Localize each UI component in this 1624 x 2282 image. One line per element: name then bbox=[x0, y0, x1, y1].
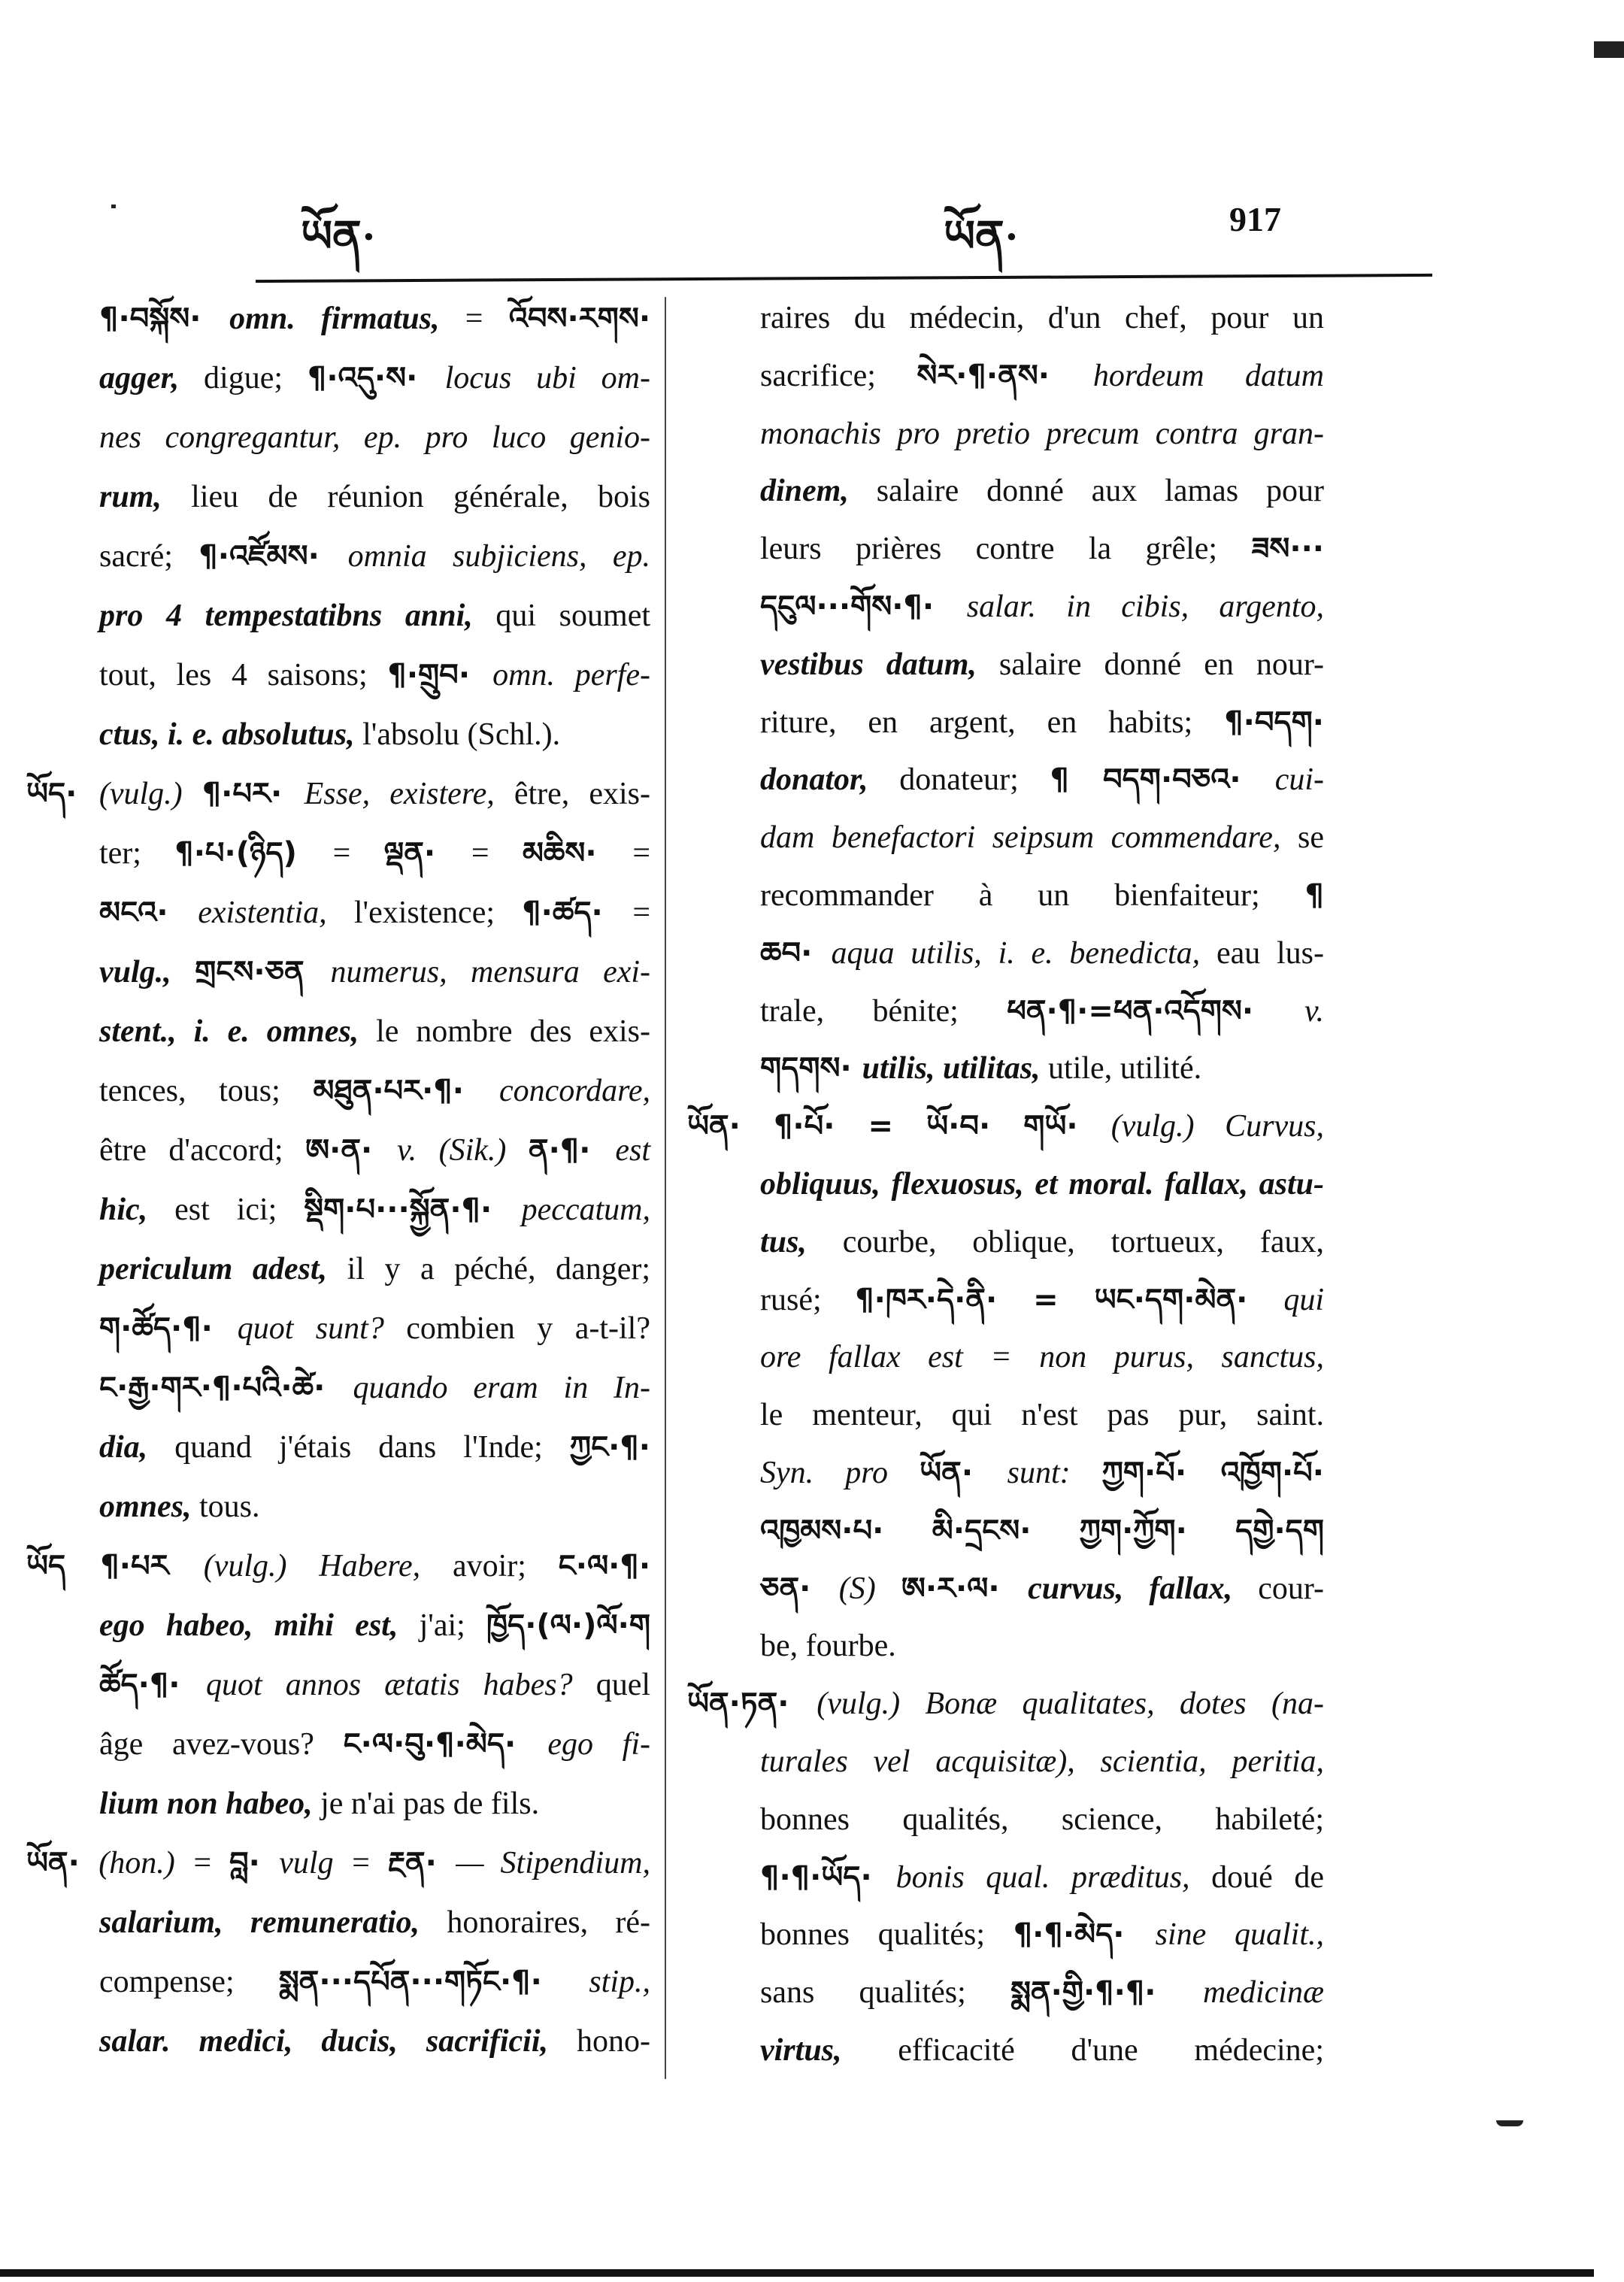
tibetan-text: ཅན· bbox=[760, 1571, 839, 1606]
text-line bbox=[99, 1953, 650, 2012]
tibetan-text: ¶·པ·(ཉིད) bbox=[174, 836, 333, 871]
french-text: = bbox=[471, 836, 523, 871]
tibetan-text: ག·ཚོད·¶· bbox=[99, 1311, 238, 1346]
french-text: je n'ai pas de fils. bbox=[320, 1787, 540, 1821]
latin-text: (vulg.) Curvus, bbox=[1110, 1109, 1324, 1144]
right-column bbox=[687, 289, 1325, 2080]
tibetan-text: ¶·པར· bbox=[201, 777, 304, 811]
french-text: sacrifice; bbox=[760, 358, 917, 393]
text-line bbox=[99, 1002, 650, 1062]
french-text: l'absolu (Schl.). bbox=[362, 717, 561, 752]
latin-text: utilis, utilitas, bbox=[862, 1051, 1049, 1086]
latin-text: monachis pro pretio precum contra gran- bbox=[760, 416, 1324, 451]
french-text: = bbox=[332, 836, 384, 871]
text-line bbox=[99, 2012, 650, 2071]
tibetan-text: ལྡན· bbox=[383, 836, 471, 871]
tibetan-text: ཡོན· bbox=[920, 1455, 1007, 1490]
tibetan-text: ¶·འཛོམས· bbox=[198, 539, 348, 574]
tibetan-text: འཁྱམས·པ· མི·དྲངས· ཀྱག·ཀྱོག· དགྱེ·དག bbox=[760, 1513, 1324, 1548]
tibetan-text: གདགས· bbox=[760, 1051, 862, 1086]
latin-text: dia, bbox=[99, 1430, 175, 1465]
french-text: le nombre des exis- bbox=[376, 1014, 650, 1049]
tibetan-text: བླ· bbox=[229, 1846, 280, 1880]
latin-text: ore fallax est = non purus, sanctus, bbox=[760, 1340, 1324, 1375]
latin-text: virtus, bbox=[760, 2032, 898, 2068]
entry-headword-line bbox=[687, 1098, 1324, 1156]
tibetan-text: སྡིག·པ···སྐྱོན·¶· bbox=[304, 1193, 522, 1227]
text-line bbox=[99, 1596, 650, 1656]
tibetan-text: ¶ བདག·བཅའ· bbox=[1050, 762, 1275, 798]
french-text: digue; bbox=[204, 361, 308, 395]
text-line bbox=[99, 883, 650, 943]
french-text: courbe, oblique, tortueux, faux, bbox=[842, 1224, 1325, 1259]
french-text: salaire donné aux lamas pour bbox=[876, 474, 1324, 509]
tibetan-text: ¶·ཚད· bbox=[522, 896, 633, 930]
french-text: avoir; bbox=[452, 1549, 559, 1583]
tibetan-text: ¶·¶·ཡོད· bbox=[760, 1859, 896, 1895]
text-line bbox=[99, 943, 650, 1002]
tibetan-text: ཡོན· ¶·པོ· = ཡོ·བ· གཡོ· bbox=[687, 1109, 1111, 1144]
french-text: lieu de réunion générale, bois bbox=[191, 480, 651, 514]
text-line bbox=[99, 289, 650, 349]
french-text: recommander à un bienfaiteur; bbox=[760, 877, 1305, 913]
latin-text: dinem, bbox=[760, 474, 877, 509]
french-text: tout, les 4 saisons; bbox=[99, 658, 388, 692]
text-line bbox=[99, 1774, 650, 1834]
tibetan-text: ¶ bbox=[1304, 877, 1324, 913]
french-text: être, exis- bbox=[514, 777, 650, 811]
tibetan-text: ¶·བདག· bbox=[1224, 705, 1324, 740]
tibetan-text: འོབས·རགས· bbox=[508, 302, 651, 336]
french-text: quel bbox=[595, 1668, 651, 1702]
text-line bbox=[760, 1040, 1324, 1098]
text-line bbox=[760, 1617, 1324, 1675]
text-line bbox=[99, 1418, 650, 1477]
tibetan-text: ཨ·ར·ལ· bbox=[901, 1571, 1029, 1606]
text-line bbox=[99, 1180, 650, 1240]
text-line bbox=[99, 705, 650, 765]
latin-text: existentia, bbox=[198, 896, 354, 930]
text-line bbox=[99, 1062, 650, 1121]
french-text: être d'accord; bbox=[99, 1133, 306, 1168]
french-text: est ici; bbox=[174, 1193, 304, 1227]
tibetan-text: ཡོད· bbox=[26, 777, 99, 811]
entry-headword-line bbox=[687, 1675, 1324, 1733]
tibetan-text: ན·¶· bbox=[528, 1133, 616, 1168]
latin-text: Syn. pro bbox=[760, 1455, 920, 1490]
latin-text: sine qualit., bbox=[1155, 1917, 1324, 1953]
tibetan-text: དངུལ···གོས·¶· bbox=[760, 589, 967, 624]
latin-text: donator, bbox=[760, 762, 900, 798]
french-text: = bbox=[632, 836, 651, 871]
running-head-left: ཡོན· bbox=[301, 212, 377, 261]
latin-text: est bbox=[615, 1133, 650, 1168]
text-line bbox=[760, 1444, 1324, 1502]
text-line bbox=[99, 1893, 650, 1953]
tibetan-text: ཡོན· bbox=[26, 1846, 99, 1880]
text-line bbox=[760, 636, 1324, 694]
text-line bbox=[760, 1386, 1324, 1444]
column-divider bbox=[665, 297, 666, 2079]
text-line bbox=[99, 349, 650, 408]
scan-mark bbox=[1594, 41, 1624, 58]
latin-text: stent., i. e. omnes, bbox=[99, 1014, 377, 1049]
french-text: hono- bbox=[577, 2024, 650, 2059]
text-line bbox=[760, 1502, 1324, 1560]
latin-text: numerus, mensura exi- bbox=[330, 955, 651, 989]
tibetan-text: ང·ལ·བུ·¶·མེད· bbox=[343, 1727, 548, 1762]
text-line bbox=[760, 1849, 1324, 1907]
french-text: compense; bbox=[99, 1965, 279, 1999]
french-text: sacré; bbox=[99, 539, 199, 574]
tibetan-text: ཚོད·¶· bbox=[99, 1668, 206, 1702]
french-text: l'existence; bbox=[353, 896, 523, 930]
latin-text: nes congregantur, ep. pro luco genio- bbox=[99, 420, 650, 455]
entry-headword-line bbox=[26, 1834, 650, 1893]
latin-text: turales vel acquisitæ), scientia, peritia, bbox=[760, 1744, 1324, 1779]
latin-text: ctus, i. e. absolutus, bbox=[99, 717, 363, 752]
tibetan-text: ¶·¶·མེད· bbox=[1013, 1917, 1156, 1953]
french-text: sans qualités; bbox=[760, 1975, 1010, 2011]
latin-text: (S) bbox=[838, 1571, 901, 1606]
french-text: = bbox=[632, 896, 650, 930]
tibetan-text: ང·རྒྱ·གར·¶·པའི·ཚེ· bbox=[99, 1371, 353, 1405]
latin-text: qui bbox=[1283, 1282, 1324, 1317]
french-text: ter; bbox=[99, 836, 175, 871]
latin-text: pro 4 tempestatibns anni, bbox=[99, 599, 496, 633]
latin-text: agger, bbox=[99, 361, 205, 395]
latin-text: quot annos ætatis habes? bbox=[206, 1668, 596, 1702]
tibetan-text: སྨན·གྱི·¶·¶· bbox=[1010, 1975, 1204, 2011]
french-text: cour- bbox=[1258, 1571, 1324, 1606]
latin-text: v. bbox=[1304, 993, 1324, 1029]
latin-text: omnes, bbox=[99, 1490, 200, 1524]
tibetan-text: མཐུན·པར·¶· bbox=[313, 1074, 499, 1108]
french-text: quand j'étais dans l'Inde; bbox=[174, 1430, 570, 1465]
latin-text: tus, bbox=[760, 1224, 843, 1259]
latin-text: bonis qual. præditus, bbox=[895, 1859, 1212, 1895]
latin-text: peccatum, bbox=[521, 1193, 650, 1227]
text-line bbox=[99, 527, 650, 586]
tibetan-text: གྲངས·ཅན bbox=[195, 955, 331, 989]
text-line bbox=[760, 289, 1324, 347]
latin-text: curvus, fallax, bbox=[1028, 1571, 1259, 1606]
tibetan-text: ཕན·¶·=ཕན·འདོགས· bbox=[1007, 993, 1304, 1029]
text-line bbox=[760, 2022, 1324, 2080]
text-line bbox=[760, 1560, 1324, 1618]
text-line bbox=[760, 751, 1324, 809]
text-line bbox=[99, 586, 650, 646]
latin-text: omn. perfe- bbox=[492, 658, 650, 692]
tibetan-text: ¶·ཁར·དེ·ནི· = ཡང·དག·མེན· bbox=[855, 1282, 1284, 1317]
text-line bbox=[99, 468, 650, 527]
text-line bbox=[760, 694, 1324, 752]
latin-text: v. (Sik.) bbox=[397, 1133, 529, 1168]
latin-text: rum, bbox=[99, 480, 192, 514]
latin-text: quando eram in In- bbox=[353, 1371, 650, 1405]
tibetan-text: ཀྱག·པོ· འཁྱོག·པོ· bbox=[1101, 1455, 1325, 1490]
text-line bbox=[99, 824, 650, 883]
entry-headword-line bbox=[26, 1537, 650, 1596]
latin-text: salarium, remuneratio, bbox=[99, 1905, 447, 1940]
french-text: qui soumet bbox=[495, 599, 651, 633]
latin-text: (vulg.) Habere, bbox=[203, 1549, 453, 1583]
french-text: honoraires, ré- bbox=[447, 1905, 650, 1940]
entry-headword-line bbox=[26, 765, 650, 824]
scan-speck bbox=[111, 205, 116, 208]
text-line bbox=[760, 1906, 1324, 1964]
latin-text: vulg = bbox=[279, 1846, 388, 1880]
tibetan-text: ¶·འདུ·ས· bbox=[307, 361, 445, 395]
latin-text: Esse, existere, bbox=[304, 777, 514, 811]
text-line bbox=[760, 1733, 1324, 1791]
latin-text: periculum adest, bbox=[99, 1252, 347, 1286]
footer-rule bbox=[0, 2269, 1594, 2277]
french-text: j'ai; bbox=[419, 1608, 487, 1643]
latin-text: stip., bbox=[589, 1965, 651, 1999]
running-head-right: ཡོན· bbox=[944, 212, 1020, 261]
latin-text: obliquus, flexuosus, et moral. fallax, astu- bbox=[760, 1166, 1324, 1202]
text-line bbox=[760, 925, 1324, 983]
french-text: = bbox=[465, 302, 509, 336]
latin-text: salar. in cibis, argento, bbox=[966, 589, 1324, 624]
tibetan-text: ཆབ· bbox=[760, 935, 832, 971]
latin-text: vestibus datum, bbox=[760, 647, 999, 682]
text-line bbox=[99, 1477, 650, 1537]
text-line bbox=[760, 462, 1324, 520]
latin-text: vulg., bbox=[99, 955, 195, 989]
latin-text: omn. firmatus, bbox=[229, 302, 465, 336]
french-text: âge avez-vous? bbox=[99, 1727, 344, 1762]
text-line bbox=[760, 809, 1324, 867]
text-line bbox=[760, 520, 1324, 578]
left-column bbox=[26, 289, 651, 2071]
tibetan-text: ང·ལ·¶· bbox=[558, 1549, 651, 1583]
french-text: efficacité d'une médecine; bbox=[898, 2032, 1324, 2068]
text-line bbox=[760, 983, 1324, 1041]
french-text: riture, en argent, en habits; bbox=[760, 705, 1225, 740]
text-line bbox=[99, 1359, 650, 1418]
latin-text: ego fi- bbox=[547, 1727, 650, 1762]
tibetan-text: རྔན· bbox=[387, 1846, 456, 1880]
french-text: combien y a-t-il? bbox=[406, 1311, 650, 1346]
latin-text: salar. medici, ducis, sacrificii, bbox=[99, 2024, 577, 2059]
latin-text: (hon.) = bbox=[98, 1846, 230, 1880]
text-line bbox=[760, 1271, 1324, 1329]
text-line bbox=[99, 1656, 650, 1715]
latin-text: lium non habeo, bbox=[99, 1787, 321, 1821]
text-line bbox=[760, 405, 1324, 463]
french-text: bonnes qualités; bbox=[760, 1917, 1013, 1953]
latin-text: sunt: bbox=[1007, 1455, 1102, 1490]
latin-text: aqua utilis, i. e. benedicta, bbox=[831, 935, 1216, 971]
text-line bbox=[99, 1715, 650, 1774]
french-text: le menteur, qui n'est pas pur, saint. bbox=[760, 1398, 1324, 1433]
french-text: doué de bbox=[1211, 1859, 1324, 1895]
tibetan-text: ཡོན·ཏན· bbox=[687, 1686, 817, 1722]
french-text: salaire donné en nour- bbox=[998, 647, 1324, 682]
text-line bbox=[760, 867, 1324, 925]
french-text: be, fourbe. bbox=[760, 1629, 896, 1664]
tibetan-text: ¶·བསྐོས· bbox=[99, 302, 230, 336]
latin-text: concordare, bbox=[499, 1074, 650, 1108]
latin-text: hordeum datum bbox=[1092, 358, 1325, 393]
header-rule bbox=[256, 274, 1432, 283]
latin-text: — Stipendium, bbox=[456, 1846, 651, 1880]
french-text: tous. bbox=[199, 1490, 260, 1524]
text-line bbox=[99, 1299, 650, 1359]
latin-text: omnia subjiciens, ep. bbox=[347, 539, 650, 574]
tibetan-text: ཁྱོད·(ལ·)ལོ·ག bbox=[486, 1608, 650, 1643]
page-number: 917 bbox=[1229, 200, 1281, 238]
text-line bbox=[99, 646, 650, 705]
tibetan-text: ཨ·ན· bbox=[305, 1133, 398, 1168]
french-text: se bbox=[1298, 820, 1324, 856]
tibetan-text: ¶·གྲུབ· bbox=[387, 658, 493, 692]
tibetan-text: མཆིས· bbox=[522, 836, 633, 871]
french-text: eau lus- bbox=[1216, 935, 1324, 971]
french-text: rusé; bbox=[760, 1282, 856, 1317]
tibetan-text: ཡོད ¶·པར bbox=[26, 1549, 204, 1583]
text-line bbox=[760, 347, 1324, 405]
french-text: leurs prières contre la grêle; bbox=[760, 532, 1252, 567]
latin-text: cui- bbox=[1274, 762, 1324, 798]
tibetan-text: ཀྱང·¶· bbox=[569, 1430, 650, 1465]
latin-text: ego habeo, mihi est, bbox=[99, 1608, 420, 1643]
latin-text: quot sunt? bbox=[237, 1311, 407, 1346]
text-line bbox=[99, 408, 650, 468]
scan-mark bbox=[1496, 2120, 1523, 2126]
text-line bbox=[99, 1121, 650, 1180]
tibetan-text: སྨན···དཔོན···གཏོང·¶· bbox=[278, 1965, 589, 1999]
latin-text: dam benefactori seipsum commendare, bbox=[760, 820, 1298, 856]
tibetan-text: སེར·¶·ནས· bbox=[917, 358, 1093, 393]
french-text: bonnes qualités, science, habileté; bbox=[760, 1802, 1324, 1837]
french-text: tences, tous; bbox=[99, 1074, 314, 1108]
text-line bbox=[760, 1964, 1324, 2022]
french-text: donateur; bbox=[899, 762, 1050, 798]
text-line bbox=[760, 1156, 1324, 1214]
tibetan-text: ཟས··· bbox=[1251, 532, 1324, 567]
text-line bbox=[760, 1214, 1324, 1271]
text-line bbox=[760, 1791, 1324, 1849]
latin-text: (vulg.) Bonæ qualitates, dotes (na- bbox=[817, 1686, 1324, 1722]
latin-text: locus ubi om- bbox=[444, 361, 650, 395]
french-text: trale, bénite; bbox=[760, 993, 1007, 1029]
text-line bbox=[760, 1329, 1324, 1386]
french-text: utile, utilité. bbox=[1048, 1051, 1202, 1086]
latin-text: hic, bbox=[99, 1193, 175, 1227]
french-text: il y a péché, danger; bbox=[347, 1252, 650, 1286]
latin-text: (vulg.) bbox=[98, 777, 202, 811]
tibetan-text: མངའ· bbox=[99, 896, 198, 930]
french-text: raires du médecin, d'un chef, pour un bbox=[760, 301, 1324, 335]
latin-text: medicinæ bbox=[1203, 1975, 1324, 2011]
text-line bbox=[99, 1240, 650, 1299]
text-line bbox=[760, 578, 1324, 636]
